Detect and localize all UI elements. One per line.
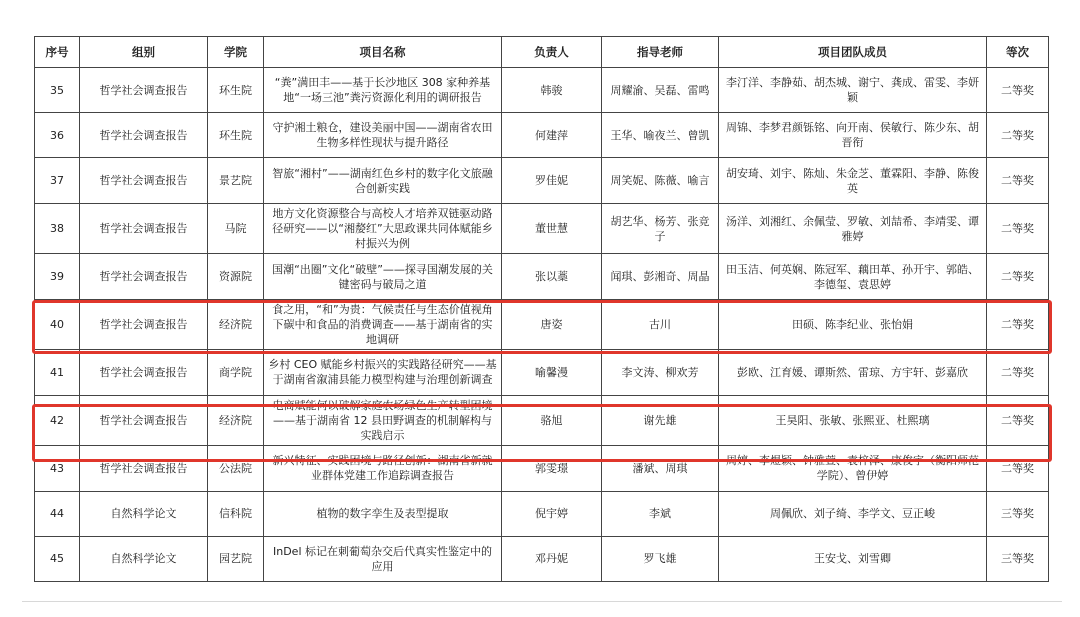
- row-college: 环生院: [208, 113, 264, 158]
- row-advisors: 周笑妮、陈薇、喻言: [602, 158, 719, 203]
- row-leader: 韩骏: [502, 68, 602, 113]
- row-group: 自然科学论文: [80, 536, 208, 581]
- row-members: 周婷、李煜颖、钟雅萱、袁梓泽、康俊宇（衡阳师范学院）、曾伊婷: [719, 446, 987, 491]
- header-leader: 负责人: [502, 37, 602, 68]
- header-row: [35, 37, 1049, 68]
- row-grade: 三等奖: [987, 491, 1049, 536]
- row-project: 食之用，“和”为贵：气候责任与生态价值视角下碳中和食品的消费调查——基于湖南省的实地调研: [264, 299, 502, 350]
- table-row: [35, 203, 1049, 254]
- row-members: 周佩欣、刘子绮、李学文、豆正峻: [719, 491, 987, 536]
- row-group: 哲学社会调查报告: [80, 299, 208, 350]
- row-leader: 张以藁: [502, 254, 602, 299]
- row-project: InDel 标记在刺葡萄杂交后代真实性鉴定中的应用: [264, 536, 502, 581]
- table-row: [35, 254, 1049, 299]
- row-no: 37: [35, 158, 80, 203]
- row-group: 哲学社会调查报告: [80, 350, 208, 395]
- table-row: [35, 113, 1049, 158]
- row-leader: 罗佳妮: [502, 158, 602, 203]
- row-leader: 唐姿: [502, 299, 602, 350]
- row-college: 公法院: [208, 446, 264, 491]
- row-no: 35: [35, 68, 80, 113]
- row-members: 王昊阳、张敏、张熙亚、杜熙璃: [719, 395, 987, 446]
- row-grade: 二等奖: [987, 446, 1049, 491]
- row-leader: 郭雯璟: [502, 446, 602, 491]
- row-no: 38: [35, 203, 80, 254]
- row-college: 景艺院: [208, 158, 264, 203]
- row-grade: 二等奖: [987, 158, 1049, 203]
- header-grade: 等次: [987, 37, 1049, 68]
- row-group: 哲学社会调查报告: [80, 203, 208, 254]
- table-row: [35, 158, 1049, 203]
- row-advisors: 胡艺华、杨芳、张竞子: [602, 203, 719, 254]
- awards-table: [34, 36, 1049, 582]
- row-members: 周锦、李梦君颜铄铭、向开南、侯敏行、陈少东、胡晋衔: [719, 113, 987, 158]
- row-college: 马院: [208, 203, 264, 254]
- table-row: [35, 68, 1049, 113]
- row-grade: 二等奖: [987, 350, 1049, 395]
- row-group: 自然科学论文: [80, 491, 208, 536]
- row-grade: 三等奖: [987, 536, 1049, 581]
- row-no: 44: [35, 491, 80, 536]
- row-grade: 二等奖: [987, 68, 1049, 113]
- row-college: 环生院: [208, 68, 264, 113]
- row-leader: 邓丹妮: [502, 536, 602, 581]
- row-advisors: 罗飞雄: [602, 536, 719, 581]
- row-group: 哲学社会调查报告: [80, 113, 208, 158]
- row-advisors: 王华、喻夜兰、曾凯: [602, 113, 719, 158]
- row-advisors: 谢先雄: [602, 395, 719, 446]
- row-advisors: 李文涛、柳欢芳: [602, 350, 719, 395]
- table-row: [35, 491, 1049, 536]
- table-row: [35, 395, 1049, 446]
- row-project: “粪”满田丰——基于长沙地区 308 家种养基地“一场三池”粪污资源化利用的调研报告: [264, 68, 502, 113]
- row-leader: 何建萍: [502, 113, 602, 158]
- row-group: 哲学社会调查报告: [80, 446, 208, 491]
- row-no: 36: [35, 113, 80, 158]
- row-project: 地方文化资源整合与高校人才培养双链驱动路径研究——以“湘嫠红”大思政课共同体赋能乡村振兴为例: [264, 203, 502, 254]
- row-project: 乡村 CEO 赋能乡村振兴的实践路径研究——基于湖南省溆浦县能力模型构建与治理创新调查: [264, 350, 502, 395]
- row-project: 国潮“出圈”文化“破壁”——探寻国潮发展的关键密码与破局之道: [264, 254, 502, 299]
- row-project: 智旅“湘村”——湖南红色乡村的数字化文旅融合创新实践: [264, 158, 502, 203]
- row-college: 商学院: [208, 350, 264, 395]
- row-members: 田硕、陈李纪业、张怡娟: [719, 299, 987, 350]
- row-group: 哲学社会调查报告: [80, 254, 208, 299]
- row-college: 信科院: [208, 491, 264, 536]
- row-group: 哲学社会调查报告: [80, 395, 208, 446]
- row-no: 40: [35, 299, 80, 350]
- row-advisors: 周耀渝、吴磊、雷鸣: [602, 68, 719, 113]
- row-grade: 二等奖: [987, 299, 1049, 350]
- row-leader: 董世慧: [502, 203, 602, 254]
- row-members: 胡安琦、刘宇、陈灿、朱金芝、董霖阳、李静、陈俊英: [719, 158, 987, 203]
- row-grade: 二等奖: [987, 395, 1049, 446]
- row-college: 经济院: [208, 395, 264, 446]
- page-bottom-divider: [22, 601, 1062, 602]
- table-row: [35, 299, 1049, 350]
- header-college: 学院: [208, 37, 264, 68]
- row-advisors: 闻琪、彭湘奇、周晶: [602, 254, 719, 299]
- row-college: 经济院: [208, 299, 264, 350]
- row-leader: 喻馨漫: [502, 350, 602, 395]
- row-college: 园艺院: [208, 536, 264, 581]
- table-row: [35, 446, 1049, 491]
- row-no: 39: [35, 254, 80, 299]
- row-members: 田玉洁、何英娴、陈冠军、藕田革、孙开宇、郭皓、李德玺、袁思婷: [719, 254, 987, 299]
- row-grade: 二等奖: [987, 113, 1049, 158]
- row-grade: 二等奖: [987, 254, 1049, 299]
- row-no: 42: [35, 395, 80, 446]
- row-project: 守护湘土粮仓，建设美丽中国——湖南省农田生物多样性现状与提升路径: [264, 113, 502, 158]
- row-no: 41: [35, 350, 80, 395]
- row-leader: 倪宇婷: [502, 491, 602, 536]
- row-advisors: 古川: [602, 299, 719, 350]
- header-project: 项目名称: [264, 37, 502, 68]
- row-group: 哲学社会调查报告: [80, 158, 208, 203]
- table-row: [35, 536, 1049, 581]
- row-members: 李汀洋、李静茹、胡杰城、谢宁、龚成、雷雯、李妍颖: [719, 68, 987, 113]
- row-project: 植物的数字孪生及表型提取: [264, 491, 502, 536]
- row-college: 资源院: [208, 254, 264, 299]
- table-row: [35, 350, 1049, 395]
- row-members: 汤洋、刘湘红、余佩莹、罗敏、刘喆希、李靖雯、谭雅婷: [719, 203, 987, 254]
- row-project: 电商赋能何以破解家庭农场绿色生产转型困境——基于湖南省 12 县田野调查的机制解构与实践启示: [264, 395, 502, 446]
- row-leader: 骆旭: [502, 395, 602, 446]
- row-advisors: 潘斌、周琪: [602, 446, 719, 491]
- document-sheet: [22, 0, 1062, 600]
- row-members: 彭欧、江育媛、谭斯然、雷琼、方宇轩、彭嘉欣: [719, 350, 987, 395]
- row-advisors: 李斌: [602, 491, 719, 536]
- row-group: 哲学社会调查报告: [80, 68, 208, 113]
- row-grade: 二等奖: [987, 203, 1049, 254]
- header-group: 组别: [80, 37, 208, 68]
- row-no: 43: [35, 446, 80, 491]
- header-no: 序号: [35, 37, 80, 68]
- header-members: 项目团队成员: [719, 37, 987, 68]
- header-advisors: 指导老师: [602, 37, 719, 68]
- row-project: 新兴特征、实践困境与路径创新：湖南省新就业群体党建工作追踪调查报告: [264, 446, 502, 491]
- row-no: 45: [35, 536, 80, 581]
- row-members: 王安戈、刘雪卿: [719, 536, 987, 581]
